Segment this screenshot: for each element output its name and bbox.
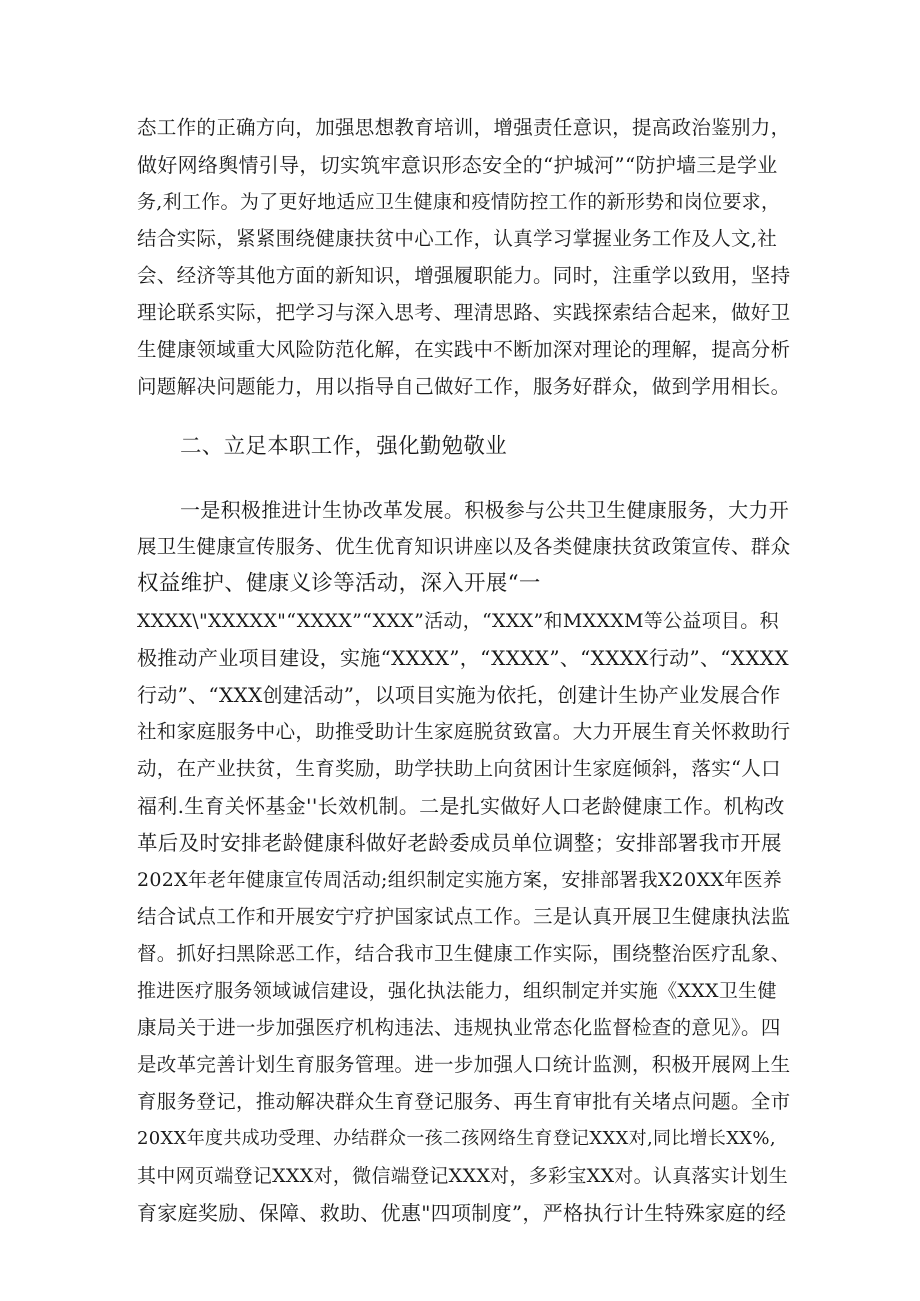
paragraph-2-line-20: 育家庭奖励、保障、救助、优惠"四项制度”，严格执行计生特殊家庭的经 xyxy=(137,1201,787,1225)
paragraph-2-line-8: 动，在产业扶贫，生育奖励，助学扶助上向贫困计生家庭倾斜，落实“人口 xyxy=(137,757,781,780)
paragraph-1-line-3: 务,利工作。为了更好地适应卫生健康和疫情防控工作的新形势和岗位要求， xyxy=(137,191,781,213)
paragraph-2-line-5: 极推动产业项目建设，实施“XXXX”，“XXXX”、“XXXX行动”、“XXXX xyxy=(137,646,789,670)
paragraph-1-line-2: 做好网络舆情引导，切实筑牢意识形态安全的“护城河”“防护墙三是学业 xyxy=(137,153,778,177)
paragraph-1-line-8: 问题解决问题能力，用以指导自己做好工作，服务好群众，做到学用相长。 xyxy=(137,375,791,398)
paragraph-2-line-15: 康局关于进一步加强医疗机构违法、违规执业常态化监督检查的意见》。四 xyxy=(137,1016,781,1039)
paragraph-2-line-10: 革后及时安排老龄健康科做好老龄委成员单位调整；安排部署我市开展 xyxy=(137,831,782,855)
paragraph-2-line-1: 一是积极推进计生协改革发展。积极参与公共卫生健康服务，大力开 xyxy=(180,498,789,522)
paragraph-2-line-3: 权益维护、健康义诊等活动，深入开展“一 xyxy=(137,571,541,596)
section-heading: 二、立足本职工作，强化勤勉敬业 xyxy=(180,434,508,459)
paragraph-1-line-1: 态工作的正确方向，加强思想教育培训，增强责任意识，提高政治鉴别力， xyxy=(137,116,791,139)
paragraph-2-line-4: XXXX\"XXXXX"“XXXX”“XXX”活动，“XXX”和MXXXM等公益项目。积 xyxy=(137,610,779,632)
paragraph-2-line-14: 推进医疗服务领域诚信建设，强化执法能力，组织制定并实施《XXX卫生健 xyxy=(137,980,777,1002)
paragraph-2-line-19: 其中网页端登记XXX对，微信端登记XXX对，多彩宝XX对。认真落实计划生 xyxy=(137,1165,789,1187)
paragraph-2-line-18: 20XX年度共成功受理、办结群众一孩二孩网络生育登记XXX对,同比增长XX%, xyxy=(137,1128,776,1149)
paragraph-1-line-7: 生健康领域重大风险防范化解，在实践中不断加深对理论的理解，提高分析 xyxy=(137,338,791,361)
paragraph-2-line-9: 福利.生育关怀基金''长效机制。二是扎实做好人口老龄健康工作。机构改 xyxy=(137,794,785,818)
paragraph-2-line-13: 督。抓好扫黑除恶工作，结合我市卫生健康工作实际，围绕整治医疗乱象、 xyxy=(137,942,791,965)
paragraph-2-line-12: 结合试点工作和开展安宁疗护国家试点工作。三是认真开展卫生健康执法监 xyxy=(137,905,791,928)
paragraph-2-line-6: 行动”、“XXX创建活动”，以项目实施为依托，创建计生协产业发展合作 xyxy=(137,683,781,707)
paragraph-2-line-17: 育服务登记，推动解决群众生育登记服务、再生育审批有关堵点问题。全市 xyxy=(137,1090,791,1113)
paragraph-2-line-2: 展卫生健康宣传服务、优生优育知识讲座以及各类健康扶贫政策宣传、群众 xyxy=(137,535,791,558)
paragraph-2-line-16: 是改革完善计划生育服务管理。进一步加强人口统计监测，积极开展网上生 xyxy=(137,1053,791,1076)
paragraph-1-line-6: 理论联系实际，把学习与深入思考、理清思路、实践探索结合起来，做好卫 xyxy=(137,301,791,324)
paragraph-2-line-11: 202X年老年健康宣传周活动;组织制定实施方案，安排部署我X20XX年医养 xyxy=(137,869,783,891)
paragraph-2-line-7: 社和家庭服务中心，助推受助计生家庭脱贫致富。大力开展生育关怀救助行 xyxy=(137,720,791,743)
paragraph-1-line-5: 会、经济等其他方面的新知识，增强履职能力。同时，注重学以致用，坚持 xyxy=(137,264,791,287)
paragraph-1-line-4: 结合实际，紧紧围绕健康扶贫中心工作，认真学习掌握业务工作及人文,社 xyxy=(137,227,778,250)
